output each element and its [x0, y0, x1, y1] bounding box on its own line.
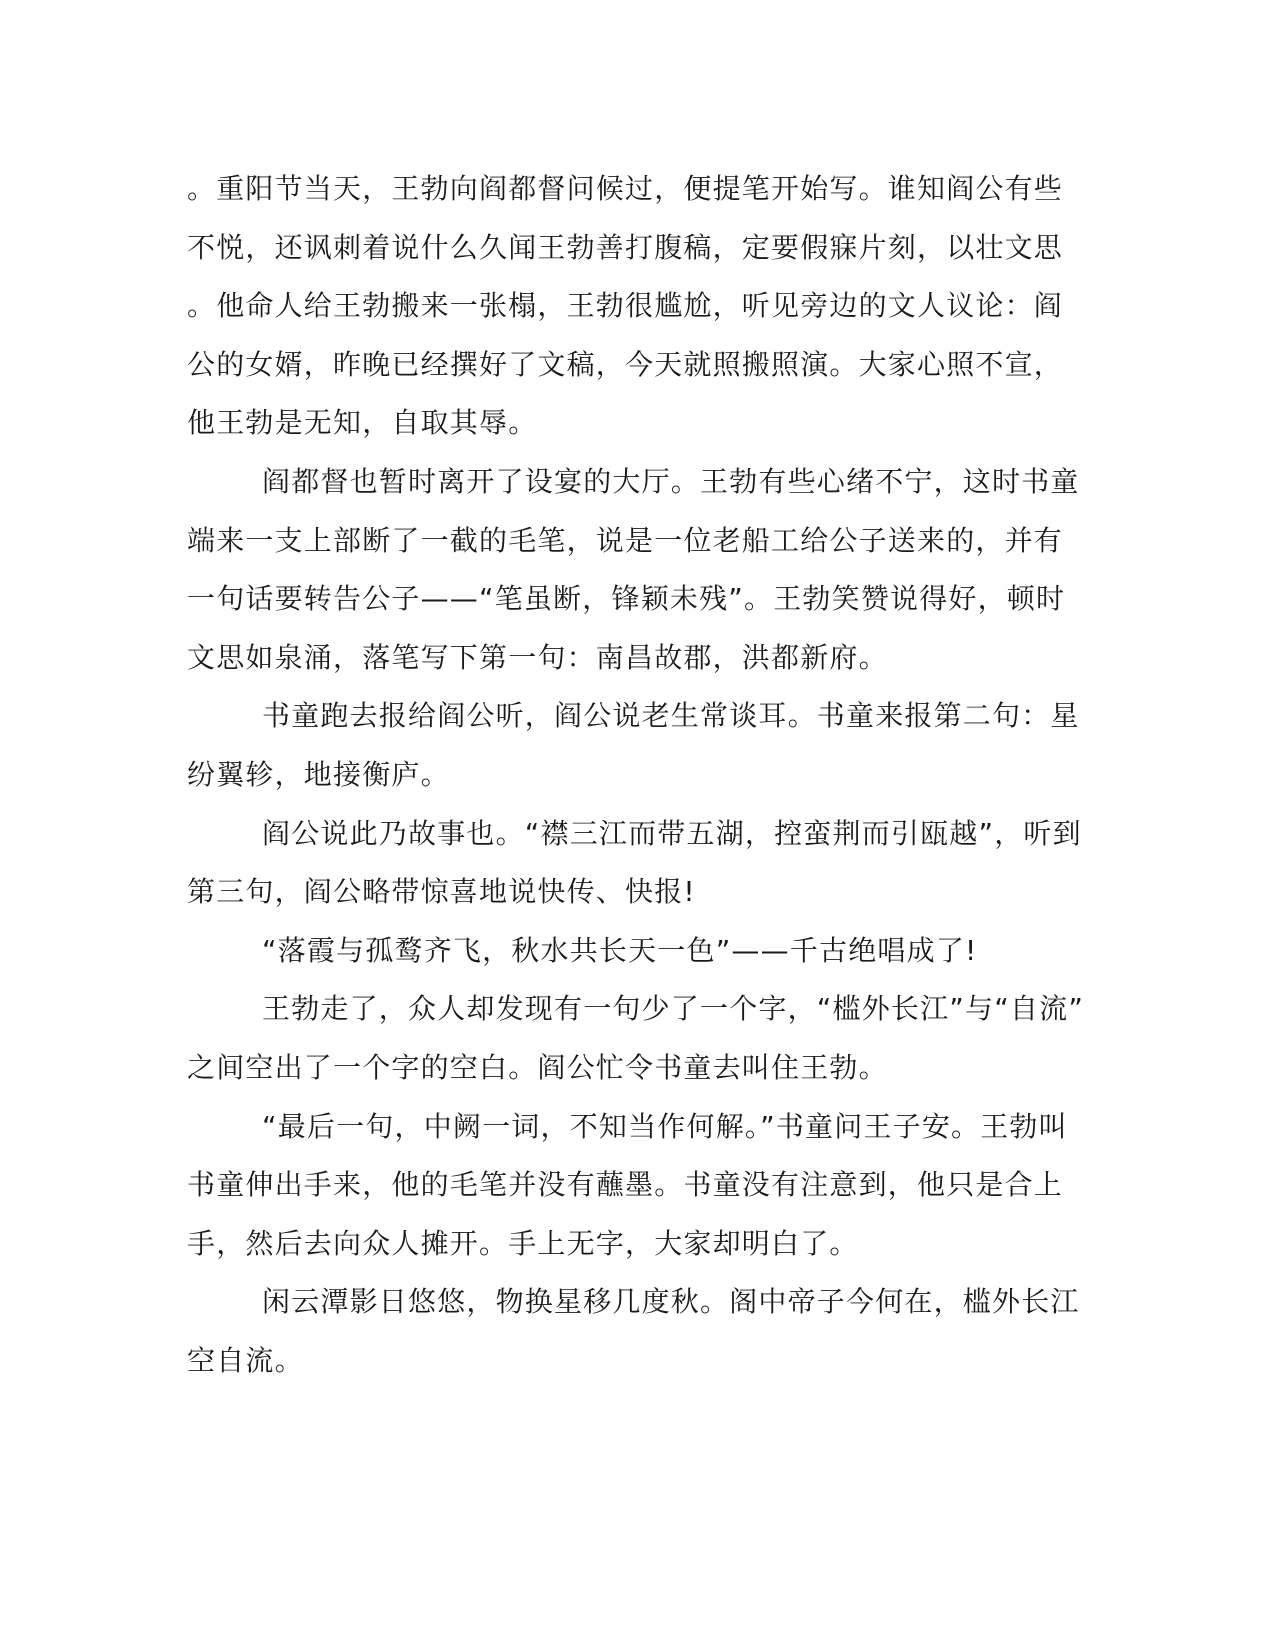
- text-line: 闲云潭影日悠悠，物换星移几度秋。阁中帝子今何在，槛外长江: [262, 1285, 1080, 1319]
- text-line: 王勃走了，众人却发现有一句少了一个字，“槛外长江”与“自流”: [262, 992, 1085, 1026]
- text-line: 端来一支上部断了一截的毛笔，说是一位老船工给公子送来的，并有: [187, 523, 1064, 557]
- text-line: 阎公说此乃故事也。“襟三江而带五湖，控蛮荆而引瓯越”，听到: [262, 816, 1082, 850]
- body-text: [187, 160, 1085, 1390]
- text-line: 书童伸出手来，他的毛笔并没有蘸墨。书童没有注意到，他只是合上: [187, 1168, 1064, 1202]
- text-line: 文思如泉涌，落笔写下第一句：南昌故郡，洪都新府。: [187, 640, 888, 674]
- text-line: 一句话要转告公子——“笔虽断，锋颖未残”。王勃笑赞说得好，顿时: [187, 582, 1066, 616]
- text-line: 纷翼轸，地接衡庐。: [187, 757, 450, 791]
- text-line: 书童跑去报给阎公听，阎公说老生常谈耳。书童来报第二句：星: [262, 699, 1080, 733]
- text-line: 之间空出了一个字的空白。阎公忙令书童去叫住王勃。: [187, 1050, 888, 1084]
- text-line: 公的女婿，昨晚已经撰好了文稿，今天就照搬照演。大家心照不宣，: [187, 347, 1064, 381]
- text-line: 第三句，阎公略带惊喜地说快传、快报!: [187, 875, 696, 909]
- paragraph: [187, 1098, 1067, 1274]
- text-line: “最后一句，中阙一词，不知当作何解。”书童问王子安。王勃叫: [262, 1109, 1068, 1143]
- text-line: 。重阳节当天，王勃向阎都督问候过，便提笔开始写。谁知阎公有些: [187, 172, 1064, 205]
- text-line: 。他命人给王勃搬来一张榻，王勃很尴尬，听见旁边的文人议论：阎: [187, 289, 1064, 323]
- text-line: “落霞与孤鹜齐飞，秋水共长天一色”——千古绝唱成了!: [262, 933, 978, 967]
- text-line: 他王勃是无知，自取其辱。: [187, 406, 538, 440]
- paragraph: [187, 1273, 1080, 1390]
- paragraph: [187, 980, 1085, 1097]
- text-line: 阎都督也暂时离开了设宴的大厅。王勃有些心绪不宁，这时书童: [262, 464, 1080, 498]
- paragraph: [187, 805, 1082, 922]
- paragraph: [187, 453, 1080, 687]
- paragraph: [187, 922, 1067, 981]
- text-line: 空自流。: [187, 1343, 304, 1377]
- paragraph: [187, 687, 1080, 804]
- text-line: 不悦，还讽刺着说什么久闻王勃善打腹稿，定要假寐片刻，以壮文思: [187, 230, 1064, 264]
- text-line: 手，然后去向众人摊开。手上无字，大家却明白了。: [187, 1226, 859, 1260]
- paragraph: [187, 160, 1067, 453]
